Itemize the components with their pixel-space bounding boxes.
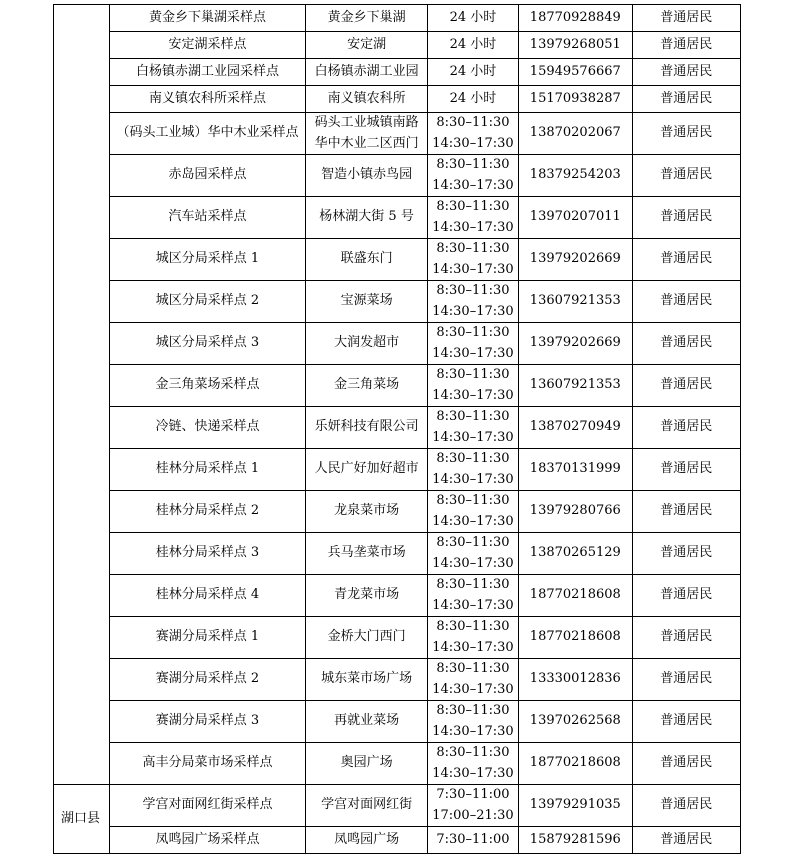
table-row <box>54 32 741 59</box>
target-group-cell: 普通居民 <box>632 5 740 32</box>
site-name-cell: 学宫对面网红街采样点 <box>109 785 306 827</box>
table-row <box>54 197 741 239</box>
hours-cell <box>427 155 518 197</box>
target-group-cell: 普通居民 <box>632 323 740 365</box>
address-cell: 白杨镇赤湖工业园 <box>306 59 428 86</box>
phone-cell: 13970262568 <box>519 701 632 743</box>
site-name-cell: 凤鸣园广场采样点 <box>109 827 306 854</box>
hours-cell <box>427 407 518 449</box>
hours-cell <box>427 659 518 701</box>
hours-line: 14:30–17:30 <box>432 135 514 151</box>
phone-cell: 13979202669 <box>519 323 632 365</box>
target-group-cell: 普通居民 <box>632 617 740 659</box>
sampling-sites-table <box>53 4 741 854</box>
hours-line: 8:30–11:30 <box>436 199 510 214</box>
site-name-cell: 汽车站采样点 <box>109 197 306 239</box>
target-group-cell: 普通居民 <box>632 491 740 533</box>
hours-cell <box>427 743 518 785</box>
address-cell: 人民广好加好超市 <box>306 449 428 491</box>
target-group-cell: 普通居民 <box>632 827 740 854</box>
hours-cell <box>427 617 518 659</box>
hours-line: 8:30–11:30 <box>436 367 510 382</box>
site-name-cell: 南义镇农科所采样点 <box>109 86 306 113</box>
table-row <box>54 617 741 659</box>
site-name-cell: 城区分局采样点 2 <box>109 281 306 323</box>
phone-cell: 13979280766 <box>519 491 632 533</box>
hours-line: 14:30–17:30 <box>432 219 514 235</box>
hours-line: 8:30–11:30 <box>436 115 510 130</box>
table-body <box>54 5 741 854</box>
hours-cell <box>427 449 518 491</box>
site-name-cell: 白杨镇赤湖工业园采样点 <box>109 59 306 86</box>
address-cell: 黄金乡下巢湖 <box>306 5 428 32</box>
address-cell: 安定湖 <box>306 32 428 59</box>
target-group-cell: 普通居民 <box>632 365 740 407</box>
target-group-cell: 普通居民 <box>632 197 740 239</box>
phone-cell: 13870202067 <box>519 113 632 155</box>
hours-cell <box>427 365 518 407</box>
site-name-cell: 赛湖分局采样点 1 <box>109 617 306 659</box>
site-name-cell: 桂林分局采样点 2 <box>109 491 306 533</box>
hours-cell <box>427 281 518 323</box>
phone-cell: 13979202669 <box>519 239 632 281</box>
hours-cell <box>427 197 518 239</box>
target-group-cell: 普通居民 <box>632 407 740 449</box>
address-cell: 兵马垄菜市场 <box>306 533 428 575</box>
table-row <box>54 155 741 197</box>
hours-cell <box>427 323 518 365</box>
table-row <box>54 239 741 281</box>
table-row <box>54 407 741 449</box>
table-row <box>54 281 741 323</box>
hours-line: 8:30–11:30 <box>436 745 510 760</box>
hours-line: 24 小时 <box>449 63 497 79</box>
address-cell: 南义镇农科所 <box>306 86 428 113</box>
hours-line: 24 小时 <box>449 36 497 52</box>
phone-cell: 13607921353 <box>519 365 632 407</box>
hours-line: 14:30–17:30 <box>432 429 514 445</box>
hours-line: 14:30–17:30 <box>432 681 514 697</box>
table-row <box>54 113 741 155</box>
target-group-cell: 普通居民 <box>632 59 740 86</box>
site-name-cell: 桂林分局采样点 1 <box>109 449 306 491</box>
site-name-cell: 桂林分局采样点 3 <box>109 533 306 575</box>
table-row <box>54 5 741 32</box>
hours-cell <box>427 785 518 827</box>
address-cell: 金三角菜场 <box>306 365 428 407</box>
hours-line: 7:30–11:00 <box>436 831 510 847</box>
site-name-cell: 城区分局采样点 3 <box>109 323 306 365</box>
phone-cell: 18770218608 <box>519 617 632 659</box>
hours-line: 14:30–17:30 <box>432 471 514 487</box>
phone-cell: 18770928849 <box>519 5 632 32</box>
site-name-cell: （码头工业城）华中木业采样点 <box>109 113 306 155</box>
target-group-cell: 普通居民 <box>632 785 740 827</box>
hours-line: 24 小时 <box>449 90 497 106</box>
target-group-cell: 普通居民 <box>632 113 740 155</box>
hours-cell <box>427 827 518 854</box>
hours-cell <box>427 32 518 59</box>
table-row <box>54 827 741 854</box>
site-name-cell: 城区分局采样点 1 <box>109 239 306 281</box>
site-name-cell: 赛湖分局采样点 3 <box>109 701 306 743</box>
phone-cell: 13870265129 <box>519 533 632 575</box>
table-row <box>54 491 741 533</box>
site-name-cell: 赤岛园采样点 <box>109 155 306 197</box>
address-cell: 凤鸣园广场 <box>306 827 428 854</box>
hours-line: 14:30–17:30 <box>432 765 514 781</box>
site-name-cell: 安定湖采样点 <box>109 32 306 59</box>
target-group-cell: 普通居民 <box>632 533 740 575</box>
hours-line: 14:30–17:30 <box>432 513 514 529</box>
hours-line: 8:30–11:30 <box>436 535 510 550</box>
target-group-cell: 普通居民 <box>632 701 740 743</box>
hours-line: 14:30–17:30 <box>432 723 514 739</box>
table-row <box>54 701 741 743</box>
table-row <box>54 785 741 827</box>
phone-cell: 13870270949 <box>519 407 632 449</box>
site-name-cell: 冷链、快递采样点 <box>109 407 306 449</box>
phone-cell: 15879281596 <box>519 827 632 854</box>
hours-line: 8:30–11:30 <box>436 703 510 718</box>
hours-line: 8:30–11:30 <box>436 409 510 424</box>
hours-line: 14:30–17:30 <box>432 555 514 571</box>
phone-cell: 13970207011 <box>519 197 632 239</box>
table-row <box>54 533 741 575</box>
address-cell: 龙泉菜市场 <box>306 491 428 533</box>
hours-line: 8:30–11:30 <box>436 451 510 466</box>
table-row <box>54 575 741 617</box>
hours-cell <box>427 59 518 86</box>
county-cell: 湖口县 <box>54 785 110 854</box>
phone-cell: 13330012836 <box>519 659 632 701</box>
target-group-cell: 普通居民 <box>632 743 740 785</box>
phone-cell: 15170938287 <box>519 86 632 113</box>
table-row <box>54 323 741 365</box>
phone-cell: 13979291035 <box>519 785 632 827</box>
address-cell: 青龙菜市场 <box>306 575 428 617</box>
phone-cell: 13979268051 <box>519 32 632 59</box>
hours-line: 8:30–11:30 <box>436 325 510 340</box>
phone-cell: 18770218608 <box>519 575 632 617</box>
address-cell: 学宫对面网红街 <box>306 785 428 827</box>
hours-cell <box>427 533 518 575</box>
hours-line: 14:30–17:30 <box>432 387 514 403</box>
hours-cell <box>427 701 518 743</box>
hours-line: 14:30–17:30 <box>432 261 514 277</box>
target-group-cell: 普通居民 <box>632 449 740 491</box>
hours-line: 14:30–17:30 <box>432 177 514 193</box>
table-row <box>54 59 741 86</box>
address-cell: 金桥大门西门 <box>306 617 428 659</box>
address-cell: 大润发超市 <box>306 323 428 365</box>
hours-cell <box>427 86 518 113</box>
hours-line: 14:30–17:30 <box>432 639 514 655</box>
address-cell: 乐妍科技有限公司 <box>306 407 428 449</box>
phone-cell: 13607921353 <box>519 281 632 323</box>
hours-line: 17:00–21:30 <box>432 807 514 823</box>
site-name-cell: 金三角菜场采样点 <box>109 365 306 407</box>
site-name-cell: 黄金乡下巢湖采样点 <box>109 5 306 32</box>
hours-cell <box>427 5 518 32</box>
target-group-cell: 普通居民 <box>632 659 740 701</box>
phone-cell: 18370131999 <box>519 449 632 491</box>
address-cell: 智造小镇赤鸟园 <box>306 155 428 197</box>
hours-line: 14:30–17:30 <box>432 303 514 319</box>
hours-line: 8:30–11:30 <box>436 283 510 298</box>
target-group-cell: 普通居民 <box>632 86 740 113</box>
hours-line: 8:30–11:30 <box>436 577 510 592</box>
phone-cell: 18379254203 <box>519 155 632 197</box>
hours-line: 8:30–11:30 <box>436 157 510 172</box>
address-cell: 杨林湖大街 5 号 <box>306 197 428 239</box>
phone-cell: 18770218608 <box>519 743 632 785</box>
address-cell: 宝源菜场 <box>306 281 428 323</box>
target-group-cell: 普通居民 <box>632 575 740 617</box>
hours-line: 7:30–11:00 <box>436 787 510 802</box>
address-cell: 再就业菜场 <box>306 701 428 743</box>
hours-cell <box>427 113 518 155</box>
hours-line: 14:30–17:30 <box>432 345 514 361</box>
hours-line: 8:30–11:30 <box>436 241 510 256</box>
table-row <box>54 743 741 785</box>
site-name-cell: 桂林分局采样点 4 <box>109 575 306 617</box>
hours-line: 8:30–11:30 <box>436 661 510 676</box>
phone-cell: 15949576667 <box>519 59 632 86</box>
table-row <box>54 659 741 701</box>
hours-cell <box>427 239 518 281</box>
target-group-cell: 普通居民 <box>632 32 740 59</box>
address-cell: 奥园广场 <box>306 743 428 785</box>
hours-cell <box>427 491 518 533</box>
county-cell <box>54 5 110 785</box>
table-row <box>54 365 741 407</box>
table-row <box>54 449 741 491</box>
hours-line: 8:30–11:30 <box>436 493 510 508</box>
hours-cell <box>427 575 518 617</box>
hours-line: 24 小时 <box>449 9 497 25</box>
address-cell: 城东菜市场广场 <box>306 659 428 701</box>
table-row <box>54 86 741 113</box>
target-group-cell: 普通居民 <box>632 281 740 323</box>
hours-line: 14:30–17:30 <box>432 597 514 613</box>
address-cell: 码头工业城镇南路华中木业二区西门 <box>306 113 428 155</box>
target-group-cell: 普通居民 <box>632 155 740 197</box>
target-group-cell: 普通居民 <box>632 239 740 281</box>
site-name-cell: 高丰分局菜市场采样点 <box>109 743 306 785</box>
hours-line: 8:30–11:30 <box>436 619 510 634</box>
site-name-cell: 赛湖分局采样点 2 <box>109 659 306 701</box>
address-cell: 联盛东门 <box>306 239 428 281</box>
